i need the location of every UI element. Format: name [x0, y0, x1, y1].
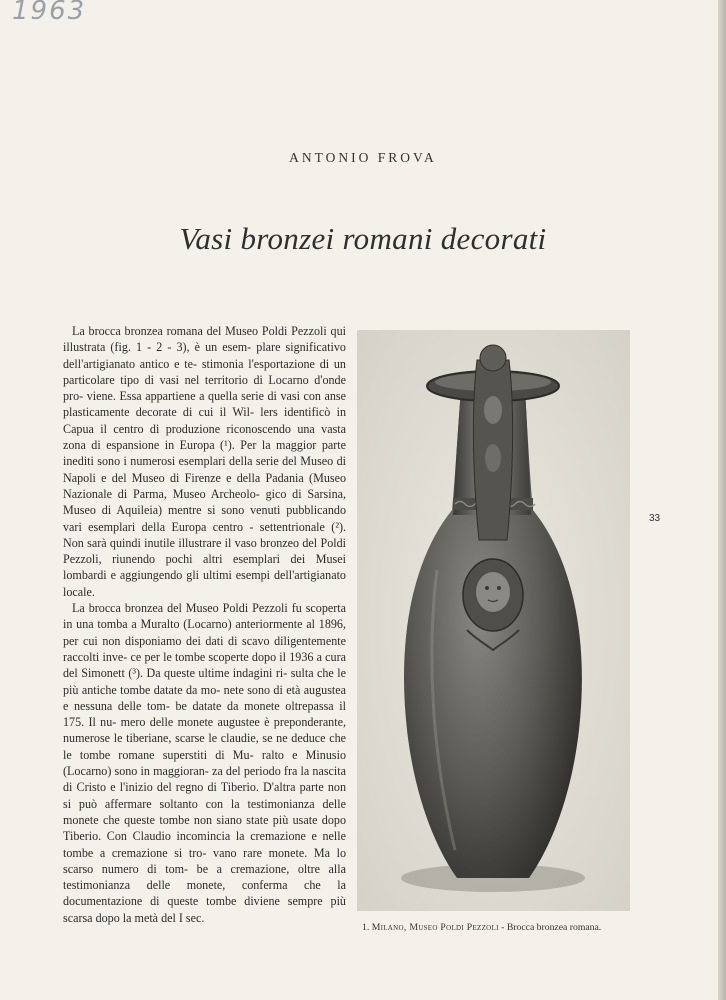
figure-caption: 1. Milano, Museo Poldi Pezzoli - Brocca bronzea romana.	[362, 922, 602, 933]
vase-photograph	[357, 330, 630, 911]
page-number: 33	[649, 513, 661, 524]
paragraph-2: La brocca bronzea del Museo Poldi Pezzoli fu scoperta in una tomba a Muralto (Locarno) anteriormente al 1896, per cui non disponiamo dei dati di scavo diligentemente raccolti inve- ce per le tombe scoperte dopo il 1936 a cura del Simonett (³). Da queste ultime indagini ri- sulta che le più antiche tombe datate da mo- nete sono di età augustea e nessuna delle tom- be datate da monete oltrepassa il 175. Il nu- mero delle monete augustee è preponderante, numerose le tiberiane, scarse le claudie, se ne deduce che le tombe romane superstiti di Mu- ralto e Minusio (Locarno) sono in maggioran- za del periodo fra la nascita di Cristo e l'inizio del regno di Tiberio. D'altra parte non si può affermare soltanto con la testimonianza delle monete che queste tombe non siano state più usate dopo Tiberio. Con Claudio incomincia la cremazione e nelle tombe a cremazione si tro- vano rare monete. Ma lo scarso numero di tom- be a cremazione, oltre alla testimonianza delle monete, conferma che la documentazione di queste tombe diviene sempre più scarsa dopo la metà del I sec.	[63, 601, 347, 925]
handwritten-year: 1963	[12, 0, 87, 26]
body-text	[63, 323, 346, 926]
paragraph-1: La brocca bronzea romana del Museo Poldi Pezzoli qui illustrata (fig. 1 - 2 - 3), è un esem- plare significativo dell'artigianato antico e te- stimonia l'esportazione di un particolare tipo di vasi nel territorio di Locarno d'onde pro- viene. Essa appartiene a quella serie di vasi con anse plasticamente decorate di cui il Wil- lers identificò in Capua il centro di produzione riconoscendo una vasta zona di espansione in Europa (¹). Per la maggior parte inediti sono i numerosi esemplari della serie del Museo di Napoli e del Museo di Firenze e della Padania (Museo Nazionale di Parma, Museo Archeolo- gico di Sarsina, Museo di Aquileia) mentre si sono venuti pubblicando vari esemplari della Europa centro - settentrionale (²). Non sarà quindi inutile illustrare il vaso bronzeo del Poldi Pezzoli, riunendo pochi altri esemplari dei Musei lombardi e aggiungendo gli ultimi esempi dell'artigianato locale.	[63, 324, 347, 599]
article-title: Vasi bronzei romani decorati	[179, 221, 547, 256]
bronze-jug-image	[357, 330, 630, 911]
author-name: ANTONIO FROVA	[289, 150, 437, 165]
